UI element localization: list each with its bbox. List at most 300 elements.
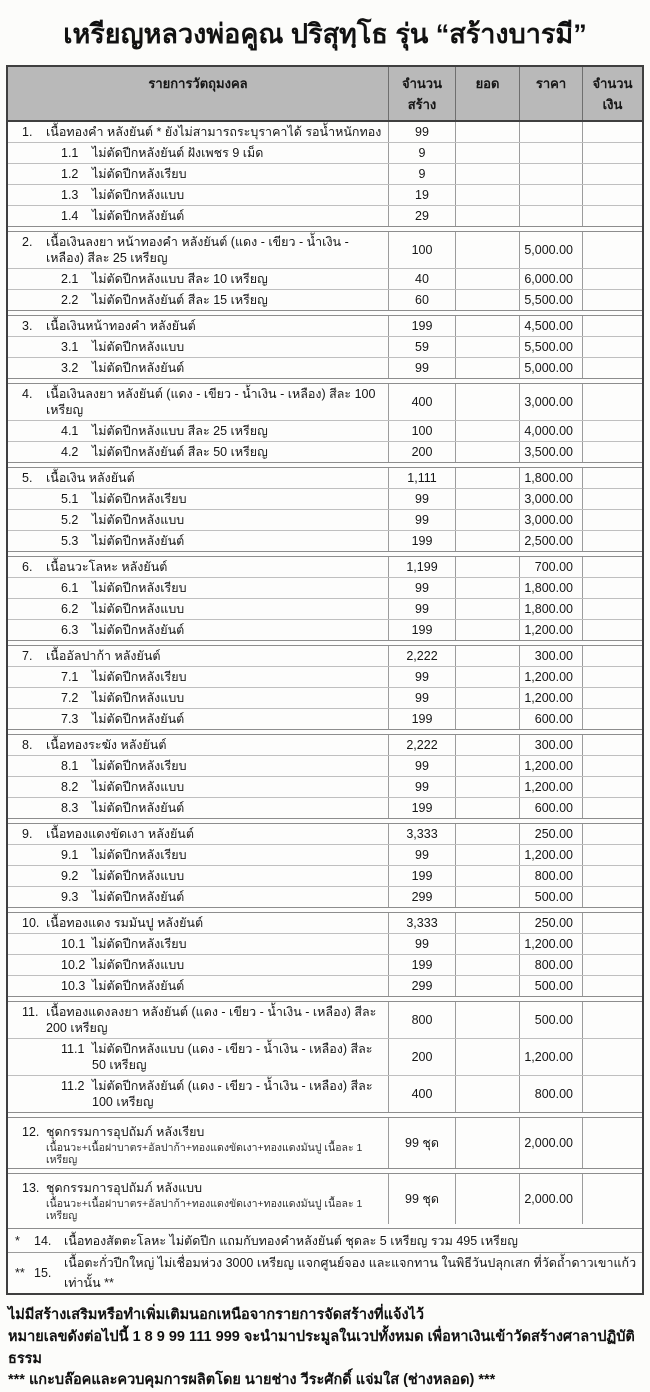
price-cell: 300.00 [519,735,582,755]
built-qty-cell: 40 [388,269,455,289]
price-cell: 1,200.00 [519,1039,582,1075]
item-description-cell [8,232,388,268]
item-description-line [8,957,384,973]
amount-cell [582,143,642,163]
item-description-cell [8,384,388,420]
item-description-cell [8,688,388,708]
item-text: ไม่ตัดปีกหลังยันต์ [92,534,185,548]
amount-cell [582,976,642,996]
built-qty-cell: 99 [388,756,455,776]
item-number: 4.1 [61,424,79,438]
item-description-line [8,690,384,706]
sub-item-row [8,687,642,708]
item-group [8,556,642,641]
item-group [8,122,642,227]
built-qty-cell: 2,222 [388,646,455,666]
item-number: 1.1 [61,146,79,160]
item-text: ไม่ตัดปีกหลังแบบ สีละ 10 เหรียญ [92,272,268,286]
item-description-line [8,292,384,308]
ordered-cell [455,1076,519,1112]
item-description-line [8,1004,384,1036]
item-number: 2.1 [61,272,79,286]
item-description-line [8,1041,384,1073]
sub-item-row [8,184,642,205]
item-description-cell [8,358,388,378]
item-number: 1.3 [61,188,79,202]
column-header-ordered: ยอด [455,67,519,120]
item-number: 1. [22,125,33,139]
item-text: ไม่ตัดปีกหลังยันต์ [92,209,185,223]
item-number: 6.1 [61,581,79,595]
item-number: 11.1 [61,1042,85,1056]
item-description-cell [8,557,388,577]
item-text: ไม่ตัดปีกหลังยันต์ [92,623,185,637]
ordered-cell [455,510,519,530]
price-cell: 5,000.00 [519,358,582,378]
built-qty-cell: 99 ชุด [388,1118,455,1168]
item-number: 7.3 [61,712,79,726]
built-qty-cell: 9 [388,164,455,184]
ordered-cell [455,620,519,640]
item-description-cell [8,578,388,598]
item-number: 8. [22,738,33,752]
item-description-cell [8,667,388,687]
ordered-cell [455,735,519,755]
item-text: ชุดกรรมการอุปถัมภ์ หลังเรียบ [46,1125,205,1139]
sub-item-row [8,844,642,865]
item-row [8,384,642,420]
item-group [8,823,642,908]
price-cell: 1,200.00 [519,756,582,776]
sub-item-row [8,357,642,378]
price-cell [519,143,582,163]
column-header-price: ราคา [519,67,582,120]
item-text: ไม่ตัดปีกหลังยันต์ [92,361,185,375]
sub-item-row [8,865,642,886]
item-number: 5.1 [61,492,79,506]
ordered-cell [455,887,519,907]
item-number: 10.3 [61,979,86,993]
item-text: เนื้อเงินลงยา หลังยันต์ (แดง - เขียว - น้ำเงิน - เหลือง) สีละ 100 เหรียญ [46,387,376,417]
item-number: 2. [22,235,33,249]
amount-cell [582,290,642,310]
item-description-cell [8,510,388,530]
price-cell: 2,500.00 [519,531,582,551]
item-text: เนื้อทองแดงลงยา หลังยันต์ (แดง - เขียว - น้ำเงิน - เหลือง) สีละ 200 เหรียญ [46,1005,377,1035]
item-number: 9. [22,827,33,841]
item-number: 10.2 [61,958,86,972]
amount-cell [582,667,642,687]
ordered-cell [455,164,519,184]
built-qty-cell: 99 [388,599,455,619]
item-description-cell [8,976,388,996]
price-cell: 500.00 [519,887,582,907]
item-row [8,1174,642,1224]
ordered-cell [455,421,519,441]
item-description-cell [8,646,388,666]
built-qty-cell: 99 [388,358,455,378]
price-cell: 1,200.00 [519,777,582,797]
amount-cell [582,845,642,865]
item-number: 9.3 [61,890,79,904]
built-qty-cell: 59 [388,337,455,357]
built-qty-cell: 299 [388,887,455,907]
footer-notes [8,1305,642,1392]
item-text: เนื้อทองแดง รมมันปู หลังยันต์ [46,916,204,930]
sub-item-row [8,776,642,797]
price-cell [519,122,582,142]
amount-cell [582,599,642,619]
amount-cell [582,316,642,336]
sub-item-row [8,441,642,462]
price-cell: 1,800.00 [519,468,582,488]
item-detail-text: เนื้อนวะ+เนื้อฝาบาตร+อัลปาก้า+ทองแดงขัดเงา+ทองแดงมันปู เนื้อละ 1 เหรียญ [46,1142,363,1166]
amount-cell [582,578,642,598]
ordered-cell [455,232,519,268]
sub-item-row [8,1038,642,1075]
item-description-line [8,622,384,638]
footnote-number: 14. [34,1233,52,1248]
item-number: 11. [22,1005,39,1019]
item-description-cell [8,934,388,954]
item-group [8,231,642,311]
item-description-cell [8,824,388,844]
footer-line-2: หมายเลขดังต่อไปนี้ 1 8 9 99 111 999 จะนำมาประมูลในเวปทั้งหมด เพื่อหาเงินเข้าวัดสร้างศาลาปฏิบัติธรรม [8,1328,635,1367]
sub-item-row [8,163,642,184]
footnote-number: 15. [34,1266,52,1280]
item-row [8,1002,642,1038]
built-qty-cell: 3,333 [388,913,455,933]
item-group [8,734,642,819]
item-text: ไม่ตัดปีกหลังแบบ [92,602,185,616]
built-qty-cell: 99 [388,688,455,708]
footnote-row [8,1252,642,1293]
page-title: เหรียญหลวงพ่อคูณ ปริสุทฺโธ รุ่น “สร้างบารมี” [63,19,587,49]
ordered-cell [455,578,519,598]
built-qty-cell: 199 [388,709,455,729]
item-description-line [8,187,384,203]
price-cell: 3,000.00 [519,510,582,530]
amount-cell [582,1174,642,1224]
item-description-line [8,339,384,355]
table-body [8,122,642,1224]
price-cell: 250.00 [519,824,582,844]
sub-item-row [8,142,642,163]
item-description-cell [8,1076,388,1112]
amount-cell [582,620,642,640]
item-description-cell [8,206,388,226]
built-qty-cell: 99 ชุด [388,1174,455,1224]
footnote-text: เนื้อทองสัตตะโลหะ ไม่ตัดปีก แถมกับทองคำหลังยันต์ ชุดละ 5 เหรียญ รวม 495 เหรียญ [64,1233,518,1248]
item-description-cell [8,913,388,933]
ordered-cell [455,934,519,954]
built-qty-cell: 9 [388,143,455,163]
item-description-cell [8,756,388,776]
amount-cell [582,185,642,205]
item-text: ไม่ตัดปีกหลังแบบ [92,188,185,202]
item-description-cell [8,468,388,488]
price-cell [519,185,582,205]
price-cell: 250.00 [519,913,582,933]
built-qty-cell: 99 [388,489,455,509]
amount-cell [582,489,642,509]
sub-item-row [8,886,642,907]
item-description-cell [8,269,388,289]
item-number: 12. [22,1125,40,1139]
item-number: 11.2 [61,1079,85,1093]
ordered-cell [455,269,519,289]
price-cell: 600.00 [519,709,582,729]
amount-cell [582,531,642,551]
item-description-line [8,936,384,952]
amount-cell [582,824,642,844]
amount-cell [582,337,642,357]
amulet-price-table [6,65,644,1295]
amount-cell [582,735,642,755]
ordered-cell [455,667,519,687]
ordered-cell [455,1039,519,1075]
item-row [8,557,642,577]
ordered-cell [455,824,519,844]
built-qty-cell: 400 [388,1076,455,1112]
item-description-line [8,978,384,994]
item-text: ไม่ตัดปีกหลังเรียบ [92,167,187,181]
sub-item-row [8,530,642,551]
amount-cell [582,955,642,975]
item-description-line [8,559,384,575]
amount-cell [582,1118,642,1168]
item-text: ไม่ตัดปีกหลังยันต์ สีละ 50 เหรียญ [92,445,268,459]
item-text: ไม่ตัดปีกหลังแบบ สีละ 25 เหรียญ [92,424,268,438]
item-description-cell [8,866,388,886]
amount-cell [582,866,642,886]
item-text: ไม่ตัดปีกหลังเรียบ [92,670,187,684]
item-description-cell [8,955,388,975]
price-cell: 5,500.00 [519,337,582,357]
built-qty-cell: 1,199 [388,557,455,577]
item-text: ไม่ตัดปีกหลังยันต์ ฝังเพชร 9 เม็ด [92,146,264,160]
amount-cell [582,688,642,708]
item-description-cell [8,531,388,551]
item-text: เนื้อเงินหน้าทองคำ หลังยันต์ [46,319,196,333]
amount-cell [582,913,642,933]
footer-line-1: ไม่มีสร้างเสริมหรือทำเพิ่มเติมนอกเหนือจากรายการจัดสร้างที่แจ้งไว้ [8,1307,424,1323]
built-qty-cell: 99 [388,667,455,687]
built-qty-cell: 199 [388,620,455,640]
item-description-line [8,386,384,418]
item-text: เนื้ออัลปาก้า หลังยันต์ [46,649,161,663]
item-text: เนื้อนวะโลหะ หลังยันต์ [46,560,168,574]
item-description-cell [8,735,388,755]
item-number: 5.2 [61,513,79,527]
price-cell: 1,200.00 [519,620,582,640]
sub-item-row [8,708,642,729]
sub-item-row [8,666,642,687]
amount-cell [582,421,642,441]
ordered-cell [455,866,519,886]
built-qty-cell: 299 [388,976,455,996]
ordered-cell [455,206,519,226]
ordered-cell [455,709,519,729]
price-cell: 1,800.00 [519,578,582,598]
item-number: 10. [22,916,40,930]
item-text: ไม่ตัดปีกหลังแบบ [92,513,185,527]
item-description-line [8,915,384,931]
price-cell: 1,200.00 [519,667,582,687]
item-text: ไม่ตัดปีกหลังแบบ [92,340,185,354]
footnote-mark: * [15,1233,20,1248]
ordered-cell [455,442,519,462]
price-cell [519,206,582,226]
item-description-cell [8,316,388,336]
item-description-line [8,711,384,727]
sub-item-row [8,755,642,776]
sub-item-row [8,336,642,357]
item-description-cell [8,709,388,729]
item-number: 8.3 [61,801,79,815]
item-number: 3.1 [61,340,79,354]
amount-cell [582,468,642,488]
column-header-item: รายการวัตถุมงคล [148,76,248,91]
item-description-line [8,648,384,664]
price-cell: 3,000.00 [519,384,582,420]
item-description-cell [8,164,388,184]
item-description-line [8,758,384,774]
ordered-cell [455,777,519,797]
amount-cell [582,798,642,818]
built-qty-cell: 1,111 [388,468,455,488]
item-text: เนื้อทองคำ หลังยันต์ * ยังไม่สามารถระบุราคาได้ รอน้ำหนักทอง [46,125,382,139]
item-description-cell [8,620,388,640]
item-description-line [8,847,384,863]
sub-item-row [8,954,642,975]
price-cell: 6,000.00 [519,269,582,289]
sub-item-row [8,577,642,598]
amount-cell [582,777,642,797]
amount-cell [582,384,642,420]
ordered-cell [455,358,519,378]
item-description-cell [8,442,388,462]
item-group [8,1001,642,1113]
item-text: ไม่ตัดปีกหลังแบบ (แดง - เขียว - น้ำเงิน - เหลือง) สีละ 50 เหรียญ [92,1042,373,1072]
item-description-cell [8,1174,388,1224]
amount-cell [582,557,642,577]
item-description-line [8,491,384,507]
item-row [8,735,642,755]
sub-item-row [8,205,642,226]
price-cell: 2,000.00 [519,1174,582,1224]
ordered-cell [455,384,519,420]
item-text: เนื้อเงิน หลังยันต์ [46,471,135,485]
footnote-text: เนื้อตะกั่วปีกใหญ่ ไม่เชื่อมห่วง 3000 เหรียญ แจกศูนย์จอง และแจกทาน ในพิธีวันปลุกเสก ที่วัดถ้ำดาวเขาแก้ว เท่านั้น ** [64,1256,637,1290]
item-row [8,646,642,666]
ordered-cell [455,143,519,163]
ordered-cell [455,489,519,509]
item-detail-text: เนื้อนวะ+เนื้อฝาบาตร+อัลปาก้า+ทองแดงขัดเงา+ทองแดงมันปู เนื้อละ 1 เหรียญ [46,1198,363,1222]
built-qty-cell: 99 [388,578,455,598]
item-description-cell [8,1002,388,1038]
price-cell: 5,000.00 [519,232,582,268]
table-footnotes [8,1228,642,1293]
item-group [8,645,642,730]
price-cell: 1,200.00 [519,688,582,708]
item-text: ไม่ตัดปีกหลังยันต์ [92,801,185,815]
item-text: ไม่ตัดปีกหลังยันต์ [92,890,185,904]
item-description-cell [8,798,388,818]
built-qty-cell: 199 [388,316,455,336]
price-cell: 500.00 [519,976,582,996]
ordered-cell [455,531,519,551]
amount-cell [582,122,642,142]
amount-cell [582,1039,642,1075]
item-row [8,913,642,933]
ordered-cell [455,798,519,818]
item-number: 4. [22,387,33,401]
built-qty-cell: 3,333 [388,824,455,844]
item-description-line [8,208,384,224]
table-header-row [8,67,642,122]
item-text: ไม่ตัดปีกหลังเรียบ [92,581,187,595]
item-number: 4.2 [61,445,79,459]
item-description-line [8,360,384,376]
item-number: 13. [22,1181,40,1195]
item-text: เนื้อทองแดงขัดเงา หลังยันต์ [46,827,194,841]
item-description-line [8,737,384,753]
built-qty-cell: 199 [388,955,455,975]
item-number: 3. [22,319,33,333]
item-text: ไม่ตัดปีกหลังแบบ [92,958,185,972]
item-description-line [8,580,384,596]
built-qty-cell: 200 [388,442,455,462]
amount-cell [582,934,642,954]
price-cell: 800.00 [519,955,582,975]
item-number: 10.1 [61,937,86,951]
built-qty-cell: 99 [388,934,455,954]
item-description-cell [8,777,388,797]
footer-line-3: *** แกะบล๊อคและควบคุมการผลิตโดย นายช่าง วีระศักดิ์ แจ่มใส (ช่างหลอด) *** [8,1372,496,1389]
ordered-cell [455,913,519,933]
built-qty-cell: 400 [388,384,455,420]
built-qty-cell: 60 [388,290,455,310]
item-description-cell [8,143,388,163]
ordered-cell [455,599,519,619]
item-group [8,1173,642,1224]
item-row [8,468,642,488]
item-number: 5. [22,471,33,485]
item-group [8,383,642,463]
built-qty-cell: 19 [388,185,455,205]
item-description-cell [8,122,388,142]
built-qty-cell: 2,222 [388,735,455,755]
item-description-cell [8,185,388,205]
sub-item-row [8,268,642,289]
item-row [8,316,642,336]
sub-item-row [8,598,642,619]
price-cell: 300.00 [519,646,582,666]
ordered-cell [455,688,519,708]
document-page [0,12,650,1392]
built-qty-cell: 100 [388,421,455,441]
amount-cell [582,646,642,666]
price-cell: 5,500.00 [519,290,582,310]
item-number: 2.2 [61,293,79,307]
item-row [8,824,642,844]
ordered-cell [455,976,519,996]
built-qty-cell: 199 [388,798,455,818]
ordered-cell [455,468,519,488]
amount-cell [582,358,642,378]
ordered-cell [455,316,519,336]
